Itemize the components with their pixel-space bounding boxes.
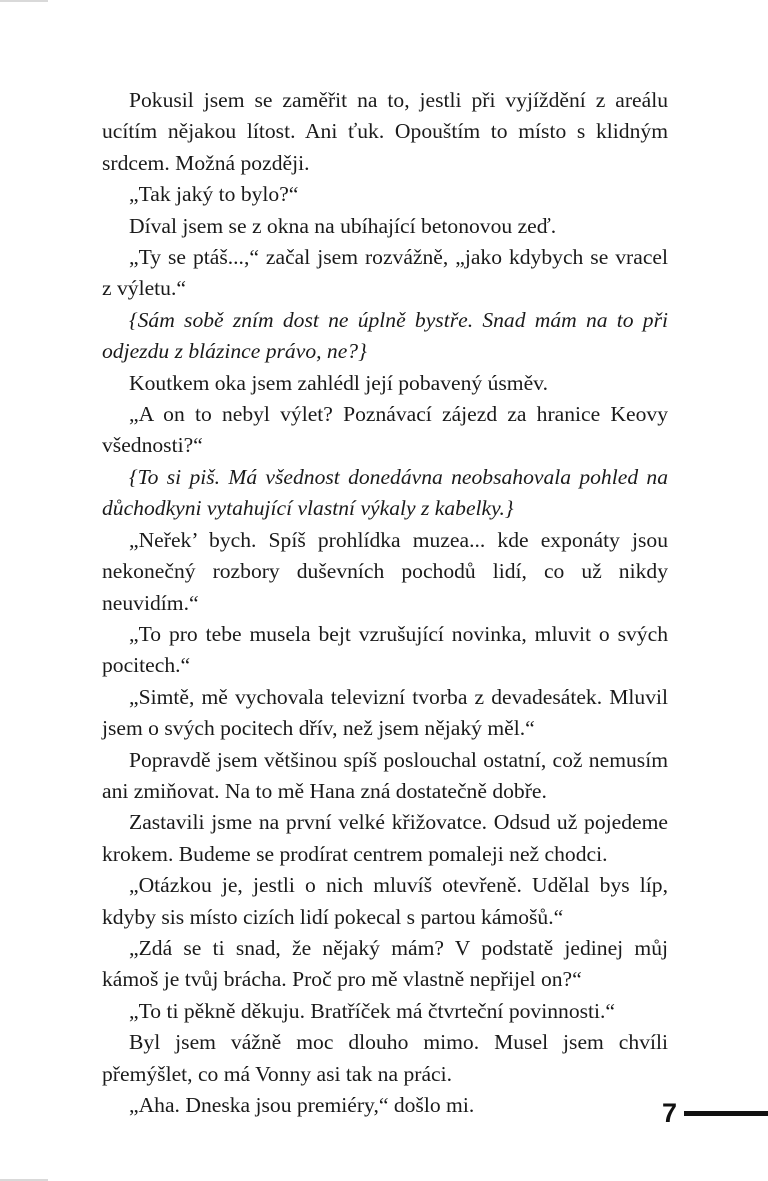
paragraph: Díval jsem se z okna na ubíhající betonovou zeď. [129, 213, 557, 238]
paragraph: Byl jsem vážně moc dlouho mimo. Musel jsem chvíli přemýšlet, co má Vonny asi tak na práci. [102, 1030, 668, 1086]
paragraph: „Aha. Dneska jsou premiéry,“ došlo mi. [129, 1093, 475, 1117]
paragraph: Koutkem oka jsem zahlédl její pobavený úsměv. [129, 370, 548, 395]
paragraph: „To ti pěkně děkuju. Bratříček má čtvrteční povinnosti.“ [129, 998, 615, 1023]
paragraph: „To pro tebe musela bejt vzrušující novinka, mluvit o svých pocitech.“ [102, 621, 668, 678]
thought-paragraph: {Sám sobě zním dost ne úplně bystře. Snad mám na to při odjezdu z blázince právo, ne?} [102, 307, 668, 364]
paragraph: „Ty se ptáš...,“ začal jsem rozvážně, „jako kdybych se vracel z výletu.“ [102, 245, 668, 301]
paragraph: „Neřek’ bych. Spíš prohlídka muzea... kde exponáty jsou nekonečný rozbory duševních pochodů lidí, co už nikdy neuvidím.“ [102, 527, 668, 615]
page-number-rule [684, 1111, 768, 1116]
paragraph: „A on to nebyl výlet? Poznávací zájezd za hranice Keovy všednosti?“ [102, 402, 668, 458]
crop-mark-top [0, 0, 48, 2]
paragraph: „Zdá se ti snad, že nějaký mám? V podstatě jedinej můj kámoš je tvůj brácha. Proč pro mě vlastně nepřijel on?“ [102, 935, 668, 992]
paragraph: „Simtě, mě vychovala televizní tvorba z devadesátek. Mluvil jsem o svých pocitech dřív, než jsem nějaký měl.“ [102, 684, 668, 741]
paragraph: „Tak jaký to bylo?“ [129, 182, 299, 207]
paragraph: „Otázkou je, jestli o nich mluvíš otevřeně. Udělal bys líp, kdyby sis místo cizích lidí pokecal s partou kámošů.“ [102, 873, 668, 929]
page-number: 7 [662, 1098, 678, 1128]
thought-paragraph: {To si piš. Má všednost donedávna neobsahovala pohled na důchodkyni vytahující vlastní výkaly z kabelky.} [102, 464, 668, 521]
paragraph: Popravdě jsem většinou spíš poslouchal ostatní, což nemusím ani zmiňovat. Na to mě Hana zná dostatečně dobře. [102, 747, 668, 803]
paragraph: Zastavili jsme na první velké křižovatce. Odsud už pojedeme krokem. Budeme se prodírat centrem pomaleji než chodci. [102, 810, 668, 866]
page-text [102, 85, 668, 1121]
paragraph: Pokusil jsem se zaměřit na to, jestli při vyjíždění z areálu ucítím nějakou lítost. Ani ťuk. Opouštím to místo s klidným srdcem. Možná později. [102, 88, 668, 175]
